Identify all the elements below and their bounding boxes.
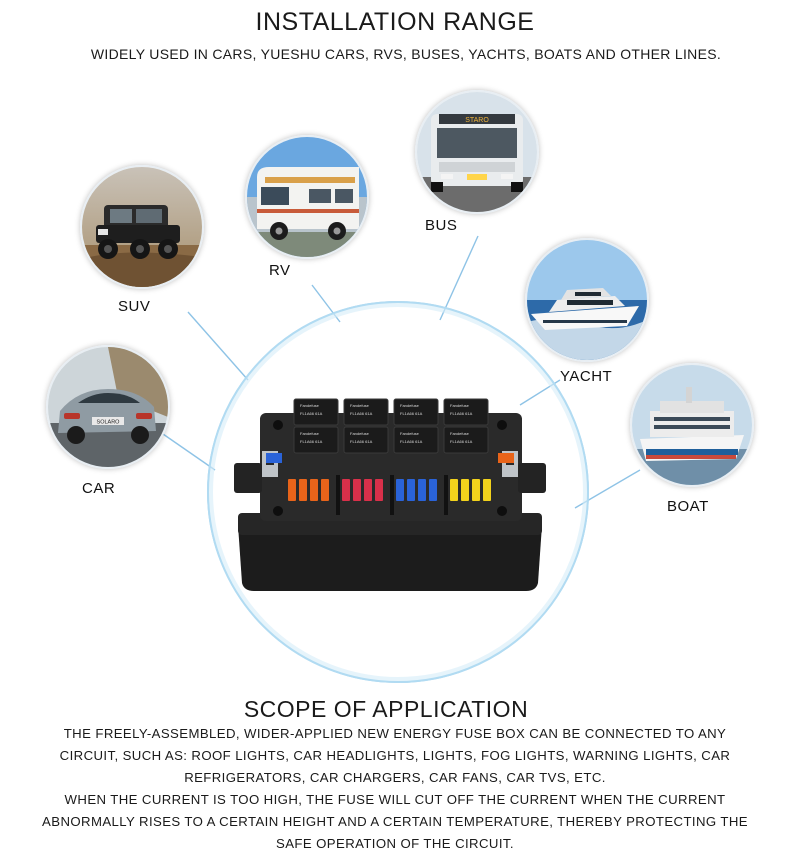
relay-brand-2: Fandefuse (350, 403, 369, 408)
relay-model-6: FL1A66 61A (350, 439, 373, 444)
fuse-3-2 (407, 479, 415, 501)
scope-line-4: WHEN THE CURRENT IS TOO HIGH, THE FUSE WILL CUT OFF THE CURRENT WHEN THE CURRENT (64, 792, 726, 807)
scope-title: SCOPE OF APPLICATION (243, 696, 529, 722)
relay-brand-4: Fandefuse (450, 403, 469, 408)
suv-photo (80, 165, 204, 289)
fuse-3-3 (418, 479, 426, 501)
suv-connector (188, 312, 248, 380)
fuse-2-4 (375, 479, 383, 501)
scope-line-6: SAFE OPERATION OF THE CIRCUIT. (276, 836, 514, 851)
relay-brand-7: Fandefuse (400, 431, 419, 436)
fuse-1-3 (310, 479, 318, 501)
rv-label: RV (269, 262, 291, 279)
relay-model-3: FL1A66 61A (400, 411, 423, 416)
fuse-3-4 (429, 479, 437, 501)
relay-brand-3: Fandefuse (400, 403, 419, 408)
scope-line-1: THE FREELY-ASSEMBLED, WIDER-APPLIED NEW ENERGY FUSE BOX CAN BE CONNECTED TO ANY (63, 726, 727, 741)
relay-model-7: FL1A66 61A (400, 439, 423, 444)
fuse-1-4 (321, 479, 329, 501)
relay-model-5: FL1A66 61A (300, 439, 323, 444)
fuse-1-1 (288, 479, 296, 501)
fuse-4-1 (450, 479, 458, 501)
yacht-label: YACHT (560, 368, 613, 385)
fuse-4-2 (461, 479, 469, 501)
relay-brand-1: Fandefuse (300, 403, 319, 408)
fuse-box-photo (230, 395, 550, 595)
relay-brand-6: Fandefuse (350, 431, 369, 436)
suv-label: SUV (118, 298, 151, 315)
scope-line-2: CIRCUIT, SUCH AS: ROOF LIGHTS, CAR HEADLIGHTS, LIGHTS, FOG LIGHTS, WARNING LIGHTS, CAR (59, 748, 731, 763)
boat-label: BOAT (667, 498, 709, 515)
page-subtitle: WIDELY USED IN CARS, YUESHU CARS, RVS, BUSES, YACHTS, BOATS AND OTHER LINES. (90, 46, 722, 62)
fuse-3-1 (396, 479, 404, 501)
scope-line-3: REFRIGERATORS, CAR CHARGERS, CAR FANS, CAR TVS, ETC. (184, 770, 606, 785)
fuse-1-2 (299, 479, 307, 501)
relay-model-1: FL1A66 61A (300, 411, 323, 416)
relay-model-8: FL1A66 61A (450, 439, 473, 444)
relay-brand-8: Fandefuse (450, 431, 469, 436)
car-plate: SOLARO (96, 419, 120, 426)
bus-label: BUS (425, 217, 458, 234)
yacht-photo (525, 238, 649, 362)
car-label: CAR (82, 480, 116, 497)
relay-brand-5: Fandefuse (300, 431, 319, 436)
fuse-4-3 (472, 479, 480, 501)
fuse-4-4 (483, 479, 491, 501)
boat-photo (630, 363, 754, 487)
bus-sign: STARO (465, 117, 489, 124)
rv-photo (245, 135, 369, 259)
bus-photo (415, 90, 539, 214)
scope-description (20, 723, 770, 855)
relay-model-4: FL1A66 61A (450, 411, 473, 416)
relay-model-2: FL1A66 61A (350, 411, 373, 416)
fuse-2-1 (342, 479, 350, 501)
fuse-2-2 (353, 479, 361, 501)
car-photo (46, 345, 170, 469)
fuse-2-3 (364, 479, 372, 501)
page-title: INSTALLATION RANGE (255, 8, 535, 36)
scope-line-5: ABNORMALLY RISES TO A CERTAIN HEIGHT AND A CERTAIN TEMPERATURE, THEREBY PROTECTING THE (42, 814, 748, 829)
